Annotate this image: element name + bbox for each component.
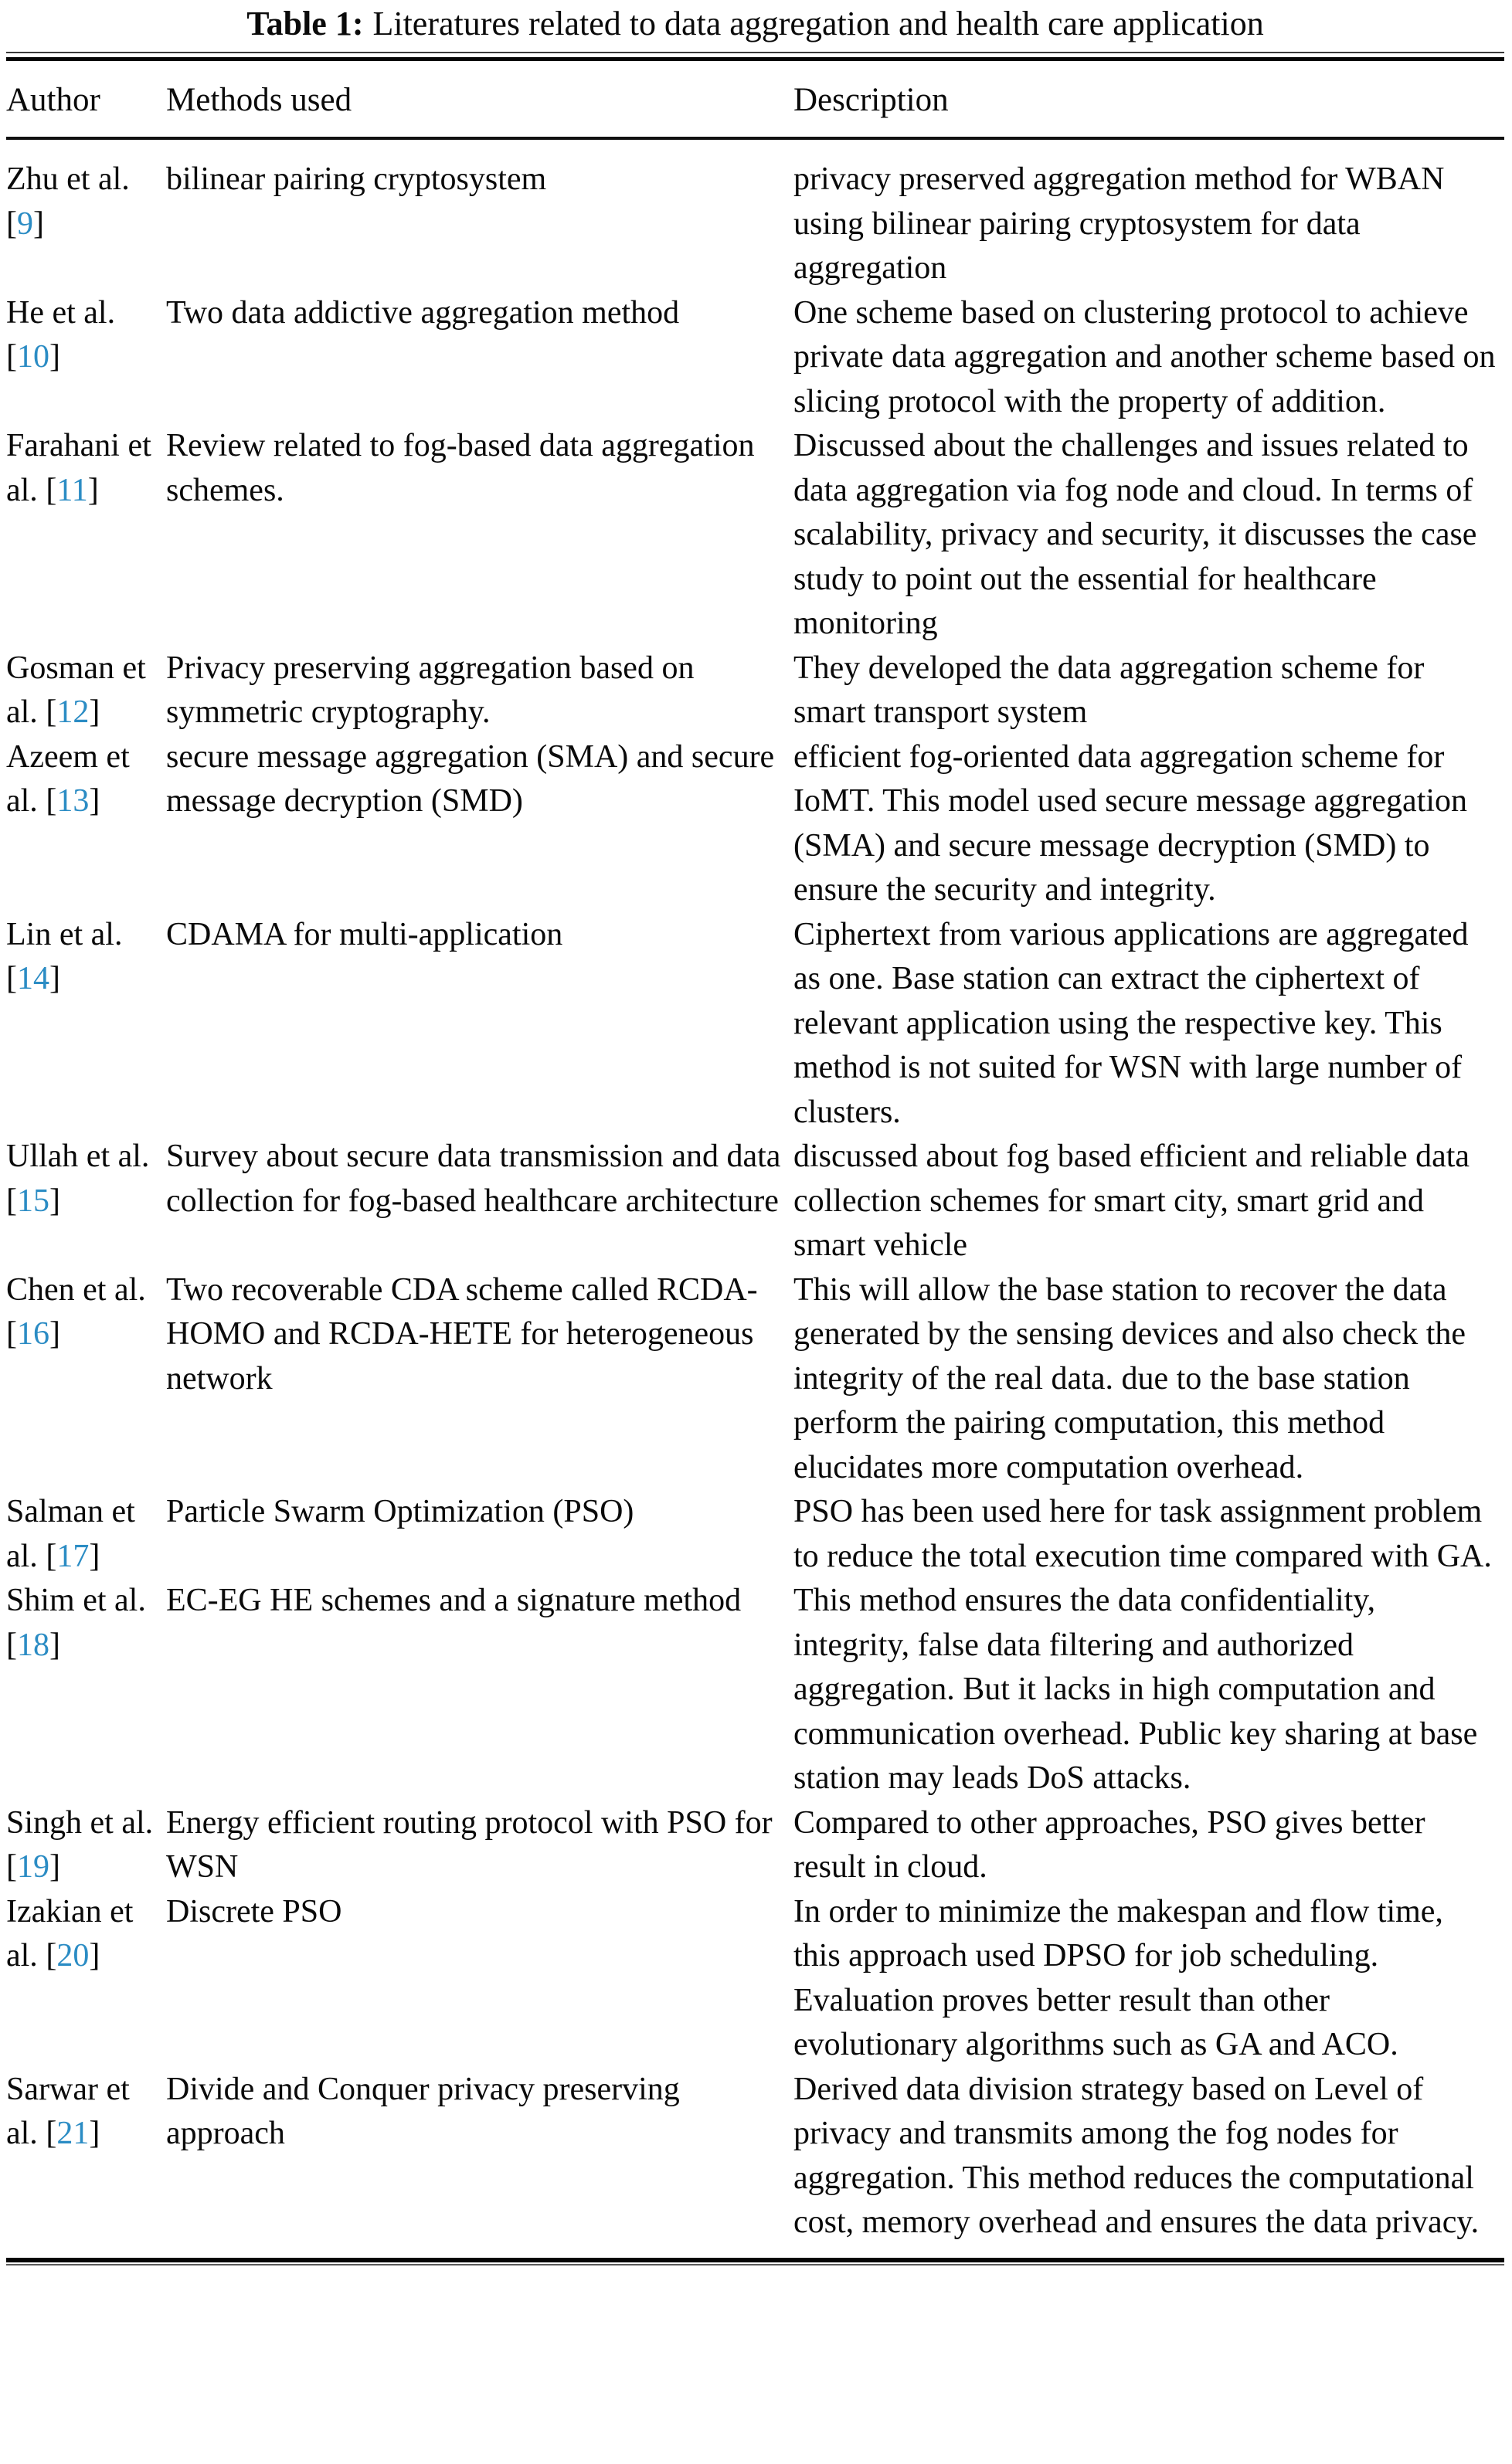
table-caption [6, 3, 1504, 45]
ref-bracket-open: [ [6, 961, 17, 996]
author-cell [6, 1490, 166, 1579]
ref-bracket-close: ] [89, 1538, 100, 1574]
ref-bracket-open: [ [46, 1538, 57, 1574]
methods-cell: Two data addictive aggregation method [166, 294, 680, 331]
table-row [6, 913, 1504, 1135]
citation-ref [6, 1183, 60, 1219]
description-cell: efficient fog-oriented data aggregation scheme for IoMT. This model used secure message aggregation (SMA) and secure message decryption (SMD) to ensure the security and integrity. [793, 738, 1468, 908]
citation-link[interactable]: 12 [56, 694, 90, 730]
description-cell: PSO has been used here for task assignment problem to reduce the total execution time compared with GA. [793, 1494, 1492, 1574]
table-row [6, 1268, 1504, 1491]
ref-bracket-open: [ [6, 205, 17, 242]
ref-bracket-close: ] [49, 961, 60, 996]
author-name: Izakian et al. [6, 1893, 134, 1974]
table-row [6, 1890, 1504, 2068]
citation-ref [6, 961, 60, 996]
author-name: Farahani et al. [6, 428, 151, 508]
table-bottom-rule [6, 2258, 1504, 2265]
ref-bracket-open: [ [46, 1938, 57, 1974]
table-row [6, 1490, 1504, 1579]
citation-ref [6, 339, 60, 375]
table-row [6, 647, 1504, 735]
description-cell: privacy preserved aggregation method for WBAN using bilinear pairing cryptosystem for data aggregation [793, 161, 1445, 286]
author-cell [6, 2068, 166, 2157]
citation-link[interactable]: 19 [17, 1849, 49, 1885]
description-cell: One scheme based on clustering protocol to achieve private data aggregation and another scheme based on slicing protocol with the property of addition. [793, 294, 1496, 419]
author-name: Lin et al. [6, 916, 123, 952]
citation-ref [6, 1627, 60, 1663]
table-caption-text: Literatures related to data aggregation and health care application [372, 5, 1264, 42]
methods-cell: Privacy preserving aggregation based on symmetric cryptography. [166, 650, 695, 730]
author-cell [6, 424, 166, 513]
author-name: Sarwar et al. [6, 2071, 130, 2151]
ref-bracket-open: [ [46, 472, 57, 508]
table-top-rule [6, 52, 1504, 61]
author-cell [6, 647, 166, 735]
author-name: Azeem et al. [6, 738, 130, 819]
table-header-row [6, 61, 1504, 137]
column-header-author: Author [6, 82, 100, 118]
methods-cell: Survey about secure data transmission and data collection for fog-based healthcare architecture [166, 1139, 781, 1219]
ref-bracket-open: [ [46, 2116, 57, 2151]
author-cell [6, 158, 166, 246]
author-name: Ullah et al. [6, 1139, 150, 1174]
ref-bracket-open: [ [6, 1849, 17, 1885]
citation-link[interactable]: 20 [56, 1938, 90, 1974]
ref-bracket-open: [ [46, 694, 57, 730]
citation-link[interactable]: 9 [17, 205, 33, 242]
ref-bracket-close: ] [87, 472, 99, 508]
methods-cell: CDAMA for multi-application [166, 916, 563, 952]
ref-bracket-close: ] [49, 1849, 60, 1885]
author-cell [6, 291, 166, 380]
citation-link[interactable]: 17 [56, 1538, 90, 1574]
ref-bracket-open: [ [6, 1316, 17, 1352]
citation-ref [46, 2116, 100, 2151]
author-name: Chen et al. [6, 1271, 146, 1308]
author-name: Gosman et al. [6, 650, 146, 730]
citation-ref [6, 1849, 60, 1885]
table-row [6, 158, 1504, 291]
description-cell: This method ensures the data confidentiality, integrity, false data filtering and authorized aggregation. But it lacks in high computation and communication overhead. Public key sharing at base station may leads DoS attacks. [793, 1583, 1478, 1796]
author-name: Singh et al. [6, 1804, 154, 1841]
citation-ref [6, 1316, 60, 1352]
ref-bracket-open: [ [46, 783, 57, 819]
citation-ref [46, 1539, 100, 1574]
description-cell: In order to minimize the makespan and flow time, this approach used DPSO for job scheduling. Evaluation proves better result than other evolutionary algorithms such as GA and ACO. [793, 1893, 1443, 2062]
table-row [6, 1801, 1504, 1890]
author-name: He et al. [6, 294, 116, 331]
ref-bracket-close: ] [89, 2116, 100, 2151]
citation-link[interactable]: 21 [56, 2116, 90, 2151]
methods-cell: Energy efficient routing protocol with PSO for WSN [166, 1804, 773, 1885]
ref-bracket-close: ] [33, 205, 44, 242]
citation-link[interactable]: 11 [56, 472, 88, 508]
methods-cell: bilinear pairing cryptosystem [166, 161, 547, 197]
ref-bracket-close: ] [49, 1316, 60, 1352]
ref-bracket-close: ] [49, 339, 60, 375]
methods-cell: Discrete PSO [166, 1893, 342, 1929]
methods-cell: Review related to fog-based data aggregation schemes. [166, 428, 755, 508]
citation-ref [46, 694, 100, 730]
table-row [6, 2068, 1504, 2245]
description-cell: Derived data division strategy based on Level of privacy and transmits among the fog nodes for aggregation. This method reduces the computational cost, memory overhead and ensures the data privacy. [793, 2071, 1480, 2240]
ref-bracket-close: ] [89, 783, 100, 819]
citation-ref [46, 783, 100, 819]
author-cell [6, 913, 166, 1002]
author-cell [6, 1890, 166, 1979]
citation-link[interactable]: 18 [17, 1627, 49, 1663]
table-row [6, 1135, 1504, 1268]
ref-bracket-close: ] [49, 1627, 60, 1663]
methods-cell: secure message aggregation (SMA) and secure message decryption (SMD) [166, 738, 775, 819]
table-row [6, 424, 1504, 647]
methods-cell: Two recoverable CDA scheme called RCDA-HOMO and RCDA-HETE for heterogeneous network [166, 1271, 758, 1397]
author-cell [6, 1135, 166, 1224]
column-header-methods: Methods used [166, 82, 352, 118]
author-name: Zhu et al. [6, 161, 130, 197]
table-row [6, 735, 1504, 913]
citation-link[interactable]: 14 [17, 961, 49, 996]
column-header-description: Description [793, 82, 949, 118]
citation-link[interactable]: 16 [17, 1316, 49, 1352]
methods-cell: Particle Swarm Optimization (PSO) [166, 1494, 634, 1529]
citation-link[interactable]: 15 [17, 1183, 49, 1219]
citation-ref [46, 473, 98, 508]
description-cell: Ciphertext from various applications are aggregated as one. Base station can extract the ciphertext of relevant application using the respective key. This method is not suited for WSN with large number of clusters. [793, 916, 1469, 1130]
ref-bracket-open: [ [6, 1183, 17, 1219]
citation-ref [6, 206, 44, 242]
author-name: Salman et al. [6, 1494, 135, 1574]
table-body [6, 140, 1504, 2258]
citation-link[interactable]: 13 [56, 783, 90, 819]
author-cell [6, 1268, 166, 1357]
citation-ref [46, 1938, 100, 1974]
methods-cell: EC-EG HE schemes and a signature method [166, 1583, 742, 1618]
table-row [6, 291, 1504, 425]
ref-bracket-close: ] [89, 694, 100, 730]
methods-cell: Divide and Conquer privacy preserving approach [166, 2071, 680, 2151]
author-cell [6, 1579, 166, 1668]
ref-bracket-open: [ [6, 1627, 17, 1663]
table-caption-label: Table 1: [246, 5, 364, 42]
citation-link[interactable]: 10 [17, 339, 49, 375]
description-cell: Discussed about the challenges and issues related to data aggregation via fog node and cloud. In terms of scalability, privacy and security, it discusses the case study to point out the essential for healthcare monitoring [793, 428, 1477, 641]
table-row [6, 1579, 1504, 1801]
author-cell [6, 735, 166, 824]
description-cell: They developed the data aggregation scheme for smart transport system [793, 650, 1425, 730]
description-cell: discussed about fog based efficient and reliable data collection schemes for smart city, smart grid and smart vehicle [793, 1139, 1470, 1263]
ref-bracket-close: ] [89, 1938, 100, 1974]
ref-bracket-open: [ [6, 339, 17, 375]
author-cell [6, 1801, 166, 1890]
description-cell: Compared to other approaches, PSO gives better result in cloud. [793, 1804, 1425, 1885]
author-name: Shim et al. [6, 1583, 146, 1618]
ref-bracket-close: ] [49, 1183, 60, 1219]
description-cell: This will allow the base station to recover the data generated by the sensing devices and also check the integrity of the real data. due to the base station perform the pairing computation, this method elucidates more computation overhead. [793, 1271, 1466, 1485]
